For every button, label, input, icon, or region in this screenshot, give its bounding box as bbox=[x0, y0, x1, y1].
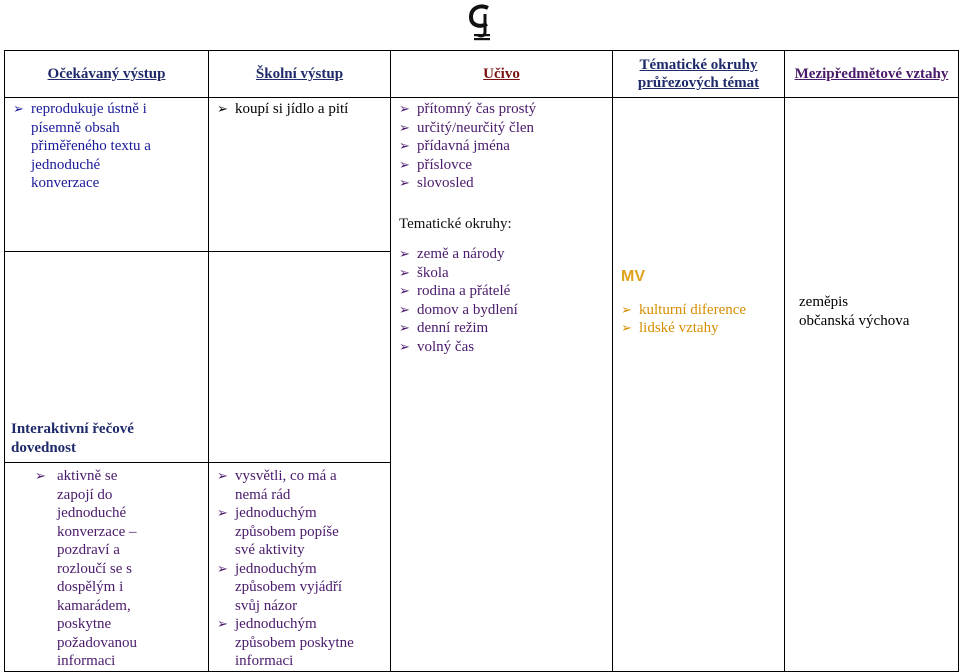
arrowhead-bullet-icon: ➢ bbox=[217, 468, 228, 483]
arrowhead-bullet-icon: ➢ bbox=[217, 560, 228, 576]
list-item: ➢ přítomný čas prostý bbox=[399, 101, 537, 117]
header-school-output: Školní výstup bbox=[209, 51, 391, 98]
list-item: ➢ denní režim bbox=[399, 320, 489, 336]
arrowhead-bullet-icon: ➢ bbox=[399, 264, 410, 280]
arrowhead-bullet-icon: ➢ bbox=[399, 101, 410, 116]
list-item: ➢ příslovce bbox=[399, 156, 472, 173]
row1-expected-output: ➢ reprodukuje ústně i písemně obsah přiměřeného textu a jednoduché konverzace bbox=[13, 101, 151, 191]
arrowhead-bullet-icon: ➢ bbox=[399, 320, 410, 335]
crosscutting-themes-content bbox=[613, 98, 784, 463]
row1-school-output: ➢ koupí si jídlo a pití bbox=[217, 101, 349, 117]
arrowhead-bullet-icon: ➢ bbox=[399, 156, 410, 172]
arrowhead-bullet-icon: ➢ bbox=[621, 320, 632, 335]
list-item: ➢ volný čas bbox=[399, 338, 475, 355]
header-crosscutting-themes: Tématické okruhy průřezových témat bbox=[613, 51, 785, 98]
interdisciplinary-content bbox=[785, 98, 958, 463]
section-interactive-skills: Interaktivní řečové dovednost bbox=[11, 421, 134, 456]
row3-expected-output: ➢ aktivně se zapojí do jednoduché konverzace – pozdraví a rozloučí se s dospělým i kamarádem, poskytne požadovanou informaci bbox=[35, 468, 137, 669]
list-item: ➢ škola bbox=[399, 264, 449, 281]
arrowhead-bullet-icon: ➢ bbox=[399, 338, 410, 354]
arrowhead-bullet-icon: ➢ bbox=[13, 101, 24, 116]
row3-school-output bbox=[209, 463, 390, 671]
arrowhead-bullet-icon: ➢ bbox=[399, 119, 410, 135]
header-interdisciplinary: Mezipředmětové vztahy bbox=[785, 51, 959, 98]
mv-tag: MV bbox=[621, 268, 645, 285]
topics-list bbox=[391, 245, 612, 356]
arrowhead-bullet-icon: ➢ bbox=[399, 301, 410, 317]
header-expected-output: Očekávaný výstup bbox=[5, 51, 209, 98]
subject-geography: zeměpis bbox=[799, 294, 849, 310]
list-item: ➢ slovosled bbox=[399, 175, 474, 191]
arrowhead-bullet-icon: ➢ bbox=[399, 175, 410, 190]
themes-list bbox=[613, 301, 784, 338]
arrowhead-bullet-icon: ➢ bbox=[399, 283, 410, 298]
list-item: ➢ jednoduchým způsobem poskytne informaci bbox=[217, 616, 354, 669]
arrowhead-bullet-icon: ➢ bbox=[399, 246, 410, 261]
list-item: ➢ země a národy bbox=[399, 246, 505, 262]
list-item: ➢ rodina a přátelé bbox=[399, 283, 511, 299]
arrowhead-bullet-icon: ➢ bbox=[35, 468, 46, 483]
header-curriculum: Učivo bbox=[391, 51, 613, 98]
arrowhead-bullet-icon: ➢ bbox=[217, 101, 228, 116]
arrowhead-bullet-icon: ➢ bbox=[217, 505, 228, 520]
grammar-list bbox=[391, 100, 612, 193]
list-item: ➢ jednoduchým způsobem vyjádří svůj názor bbox=[217, 560, 343, 614]
list-item: ➢ domov a bydlení bbox=[399, 301, 518, 318]
list-item: ➢ určitý/neurčitý člen bbox=[399, 119, 535, 136]
list-item: ➢ vysvětli, co má a nemá rád bbox=[217, 468, 337, 503]
list-item: ➢ lidské vztahy bbox=[621, 320, 719, 336]
subject-civics: občanská výchova bbox=[799, 312, 910, 329]
arrowhead-bullet-icon: ➢ bbox=[621, 301, 632, 317]
curriculum-table bbox=[4, 50, 959, 672]
list-item: ➢ kulturní diference bbox=[621, 301, 747, 318]
arrowhead-bullet-icon: ➢ bbox=[217, 616, 228, 631]
topics-title: Tematické okruhy: bbox=[399, 215, 512, 232]
list-item: ➢ jednoduchým způsobem popíše své aktivity bbox=[217, 505, 339, 558]
arrowhead-bullet-icon: ➢ bbox=[399, 138, 410, 153]
curriculum-content bbox=[391, 98, 612, 465]
list-item: ➢ přídavná jména bbox=[399, 138, 510, 154]
cj-logo-icon bbox=[466, 2, 496, 42]
